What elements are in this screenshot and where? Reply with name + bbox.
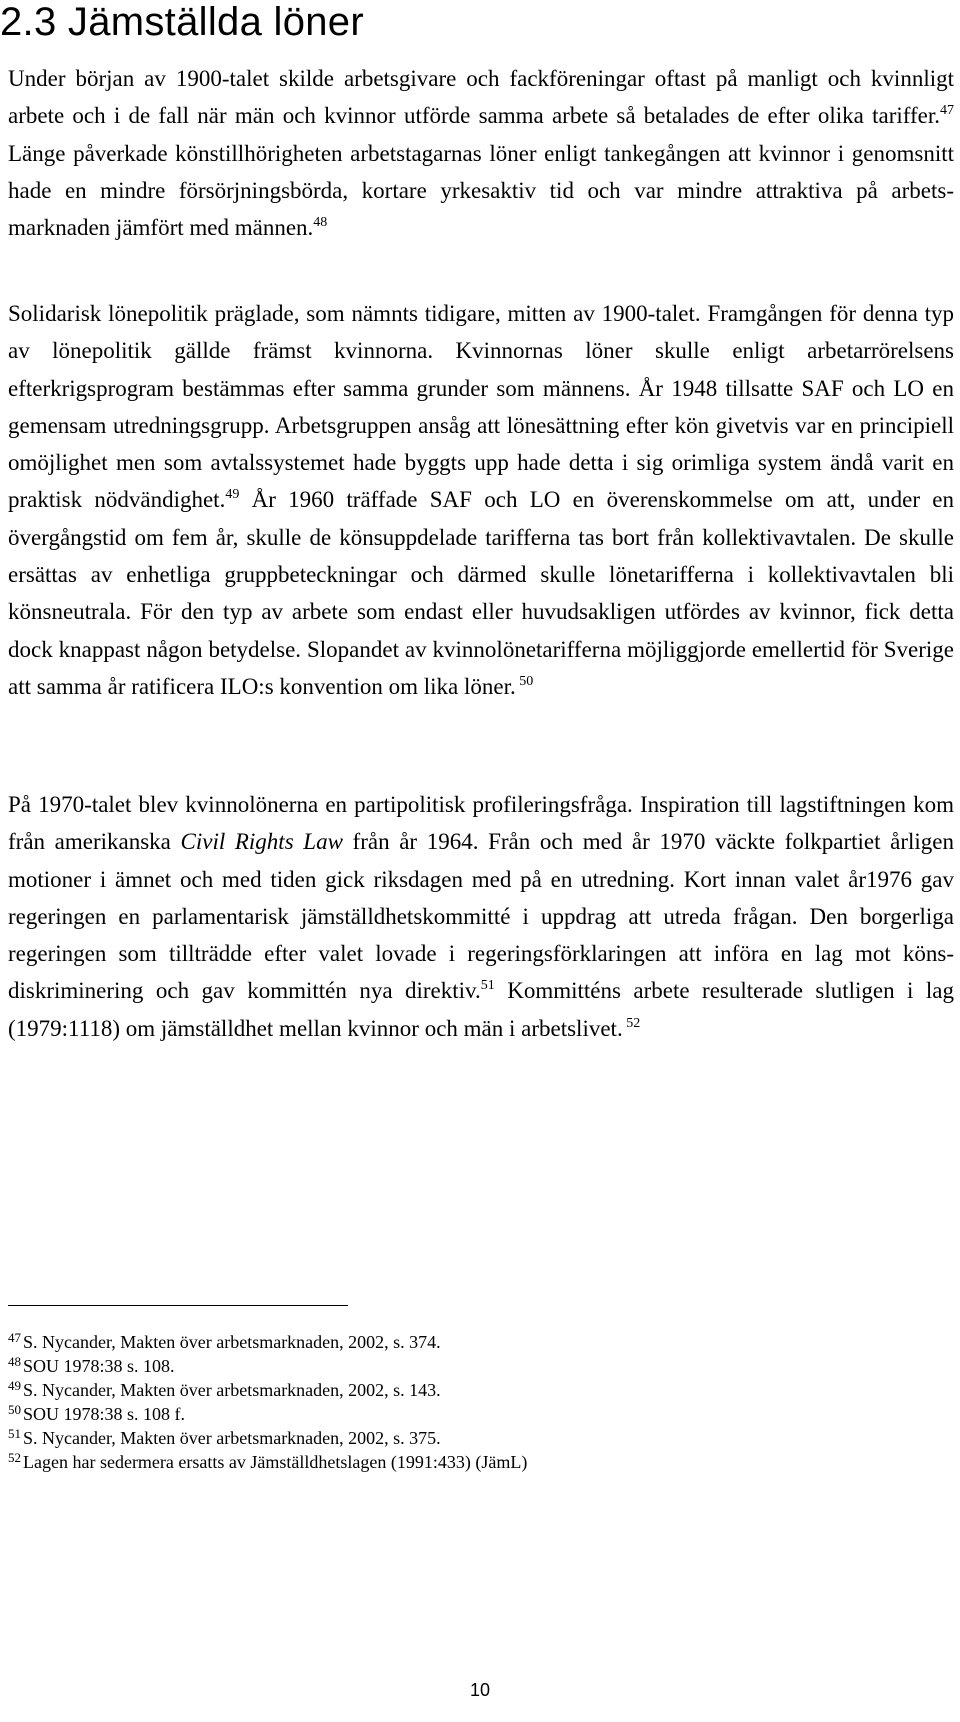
footnote-item (8, 1404, 908, 1424)
text-run: På 1970-talet blev kvinnolönerna en partipolitisk profileringsfråga. Inspiration till lagstiftningen kom från amerikanska (8, 792, 954, 855)
text-run: Kommitténs arbete resulterade slutligen i lag (1979:1118) om jämställdhet mellan kvinnor och män i arbetslivet. (8, 978, 954, 1041)
footnote-number: 50 (8, 1402, 21, 1417)
section-heading: 2.3 Jämställda löner (0, 0, 364, 44)
italic-text: Civil Rights Law (180, 829, 343, 855)
footnote-item (8, 1332, 908, 1352)
footnote-number: 49 (8, 1378, 21, 1393)
paragraph-2 (8, 295, 954, 705)
footnote-text: SOU 1978:38 s. 108 f. (23, 1404, 186, 1424)
text-run: Länge påverkade könstillhörigheten arbetstagarnas löner enligt tankegången att kvinnor i genomsnitt hade en mindre försörjningsbörda, kortare yrkesaktiv tid och var mindre attraktiva på arbetsmarknaden jämfört med männen. (8, 140, 954, 241)
footnote-text: S. Nycander, Makten över arbetsmarknaden, 2002, s. 143. (23, 1380, 441, 1400)
text-run: Solidarisk lönepolitik präglade, som nämnts tidigare, mitten av 1900-talet. Framgången för denna typ av lönepolitik gällde främst kvinnorna. Kvinnornas löner skulle enligt arbetarrörelsens efterkrigsprogram bestämmas efter samma grunder som männens. År 1948 tillsatte SAF och LO en gemensam utredningsgrupp. Arbetsgruppen ansåg att lönesättning efter kön givetvis var en principiell omöjlighet men som avtalssystemet hade byggts upp hade detta i sig orimliga system ändå varit en praktisk nödvändighet. (8, 301, 954, 513)
footnote-text: S. Nycander, Makten över arbetsmarknaden, 2002, s. 375. (23, 1428, 441, 1448)
text-run: År 1960 träffade SAF och LO en överenskommelse om att, under en övergångstid om fem år, skulle de könsuppdelade tarifferna tas bort från kollektivavtalen. De skulle ersättas av enhetliga gruppbeteckningar och därmed skulle lönetarifferna i kollektivavtalen bli könsneutrala. För den typ av arbete som endast eller huvudsakligen utfördes av kvinnor, fick detta dock knappast någon betydelse. Slopandet av kvinnolönetarifferna möjliggjorde emellertid för Sverige att samma år ratificera ILO:s konvention om lika löner. (8, 487, 955, 699)
footnote-item (8, 1428, 908, 1448)
footnote-item (8, 1356, 908, 1376)
footnote-number: 48 (8, 1354, 21, 1369)
footnote-reference: 50 (515, 673, 534, 689)
footnote-reference: 52 (622, 1015, 641, 1031)
footnote-number: 52 (8, 1450, 21, 1465)
footnote-text: SOU 1978:38 s. 108. (23, 1356, 175, 1376)
footnote-text: S. Nycander, Makten över arbetsmarknaden, 2002, s. 374. (23, 1332, 441, 1352)
page-number: 10 (469, 1680, 491, 1700)
footnote-reference: 51 (480, 978, 495, 994)
footnote-number: 51 (8, 1426, 21, 1441)
text-run: Under början av 1900-talet skilde arbetsgivare och fackföreningar oftast på manligt och kvinnligt arbete och i de fall när män och kvinnor utförde samma arbete så betalades de efter olika tariffer. (8, 66, 954, 129)
footnote-reference: 47 (940, 103, 954, 119)
footnote-text: Lagen har sedermera ersatts av Jämställdhetslagen (1991:433) (JämL) (23, 1452, 528, 1472)
paragraph-3 (8, 786, 954, 1047)
footnote-list (8, 1332, 908, 1476)
footnote-reference: 48 (313, 215, 328, 231)
footnote-item (8, 1452, 908, 1472)
footnote-reference: 49 (225, 487, 240, 503)
footnote-separator (8, 1305, 348, 1306)
footnote-item (8, 1380, 908, 1400)
text-run: från år 1964. Från och med år 1970 väckte folkpartiet årligen motioner i ämnet och med tiden gick riksdagen med på en utredning. Kort innan valet år1976 gav regeringen en parlamentarisk jämställdhetskommitté i uppdrag att utreda frågan. Den borgerliga regeringen som tillträdde efter valet lovade i regeringsförklaringen att införa en lag mot könsdiskriminering och gav kommittén nya direktiv. (8, 829, 954, 1004)
footnote-number: 47 (8, 1330, 21, 1345)
paragraph-1 (8, 60, 954, 246)
